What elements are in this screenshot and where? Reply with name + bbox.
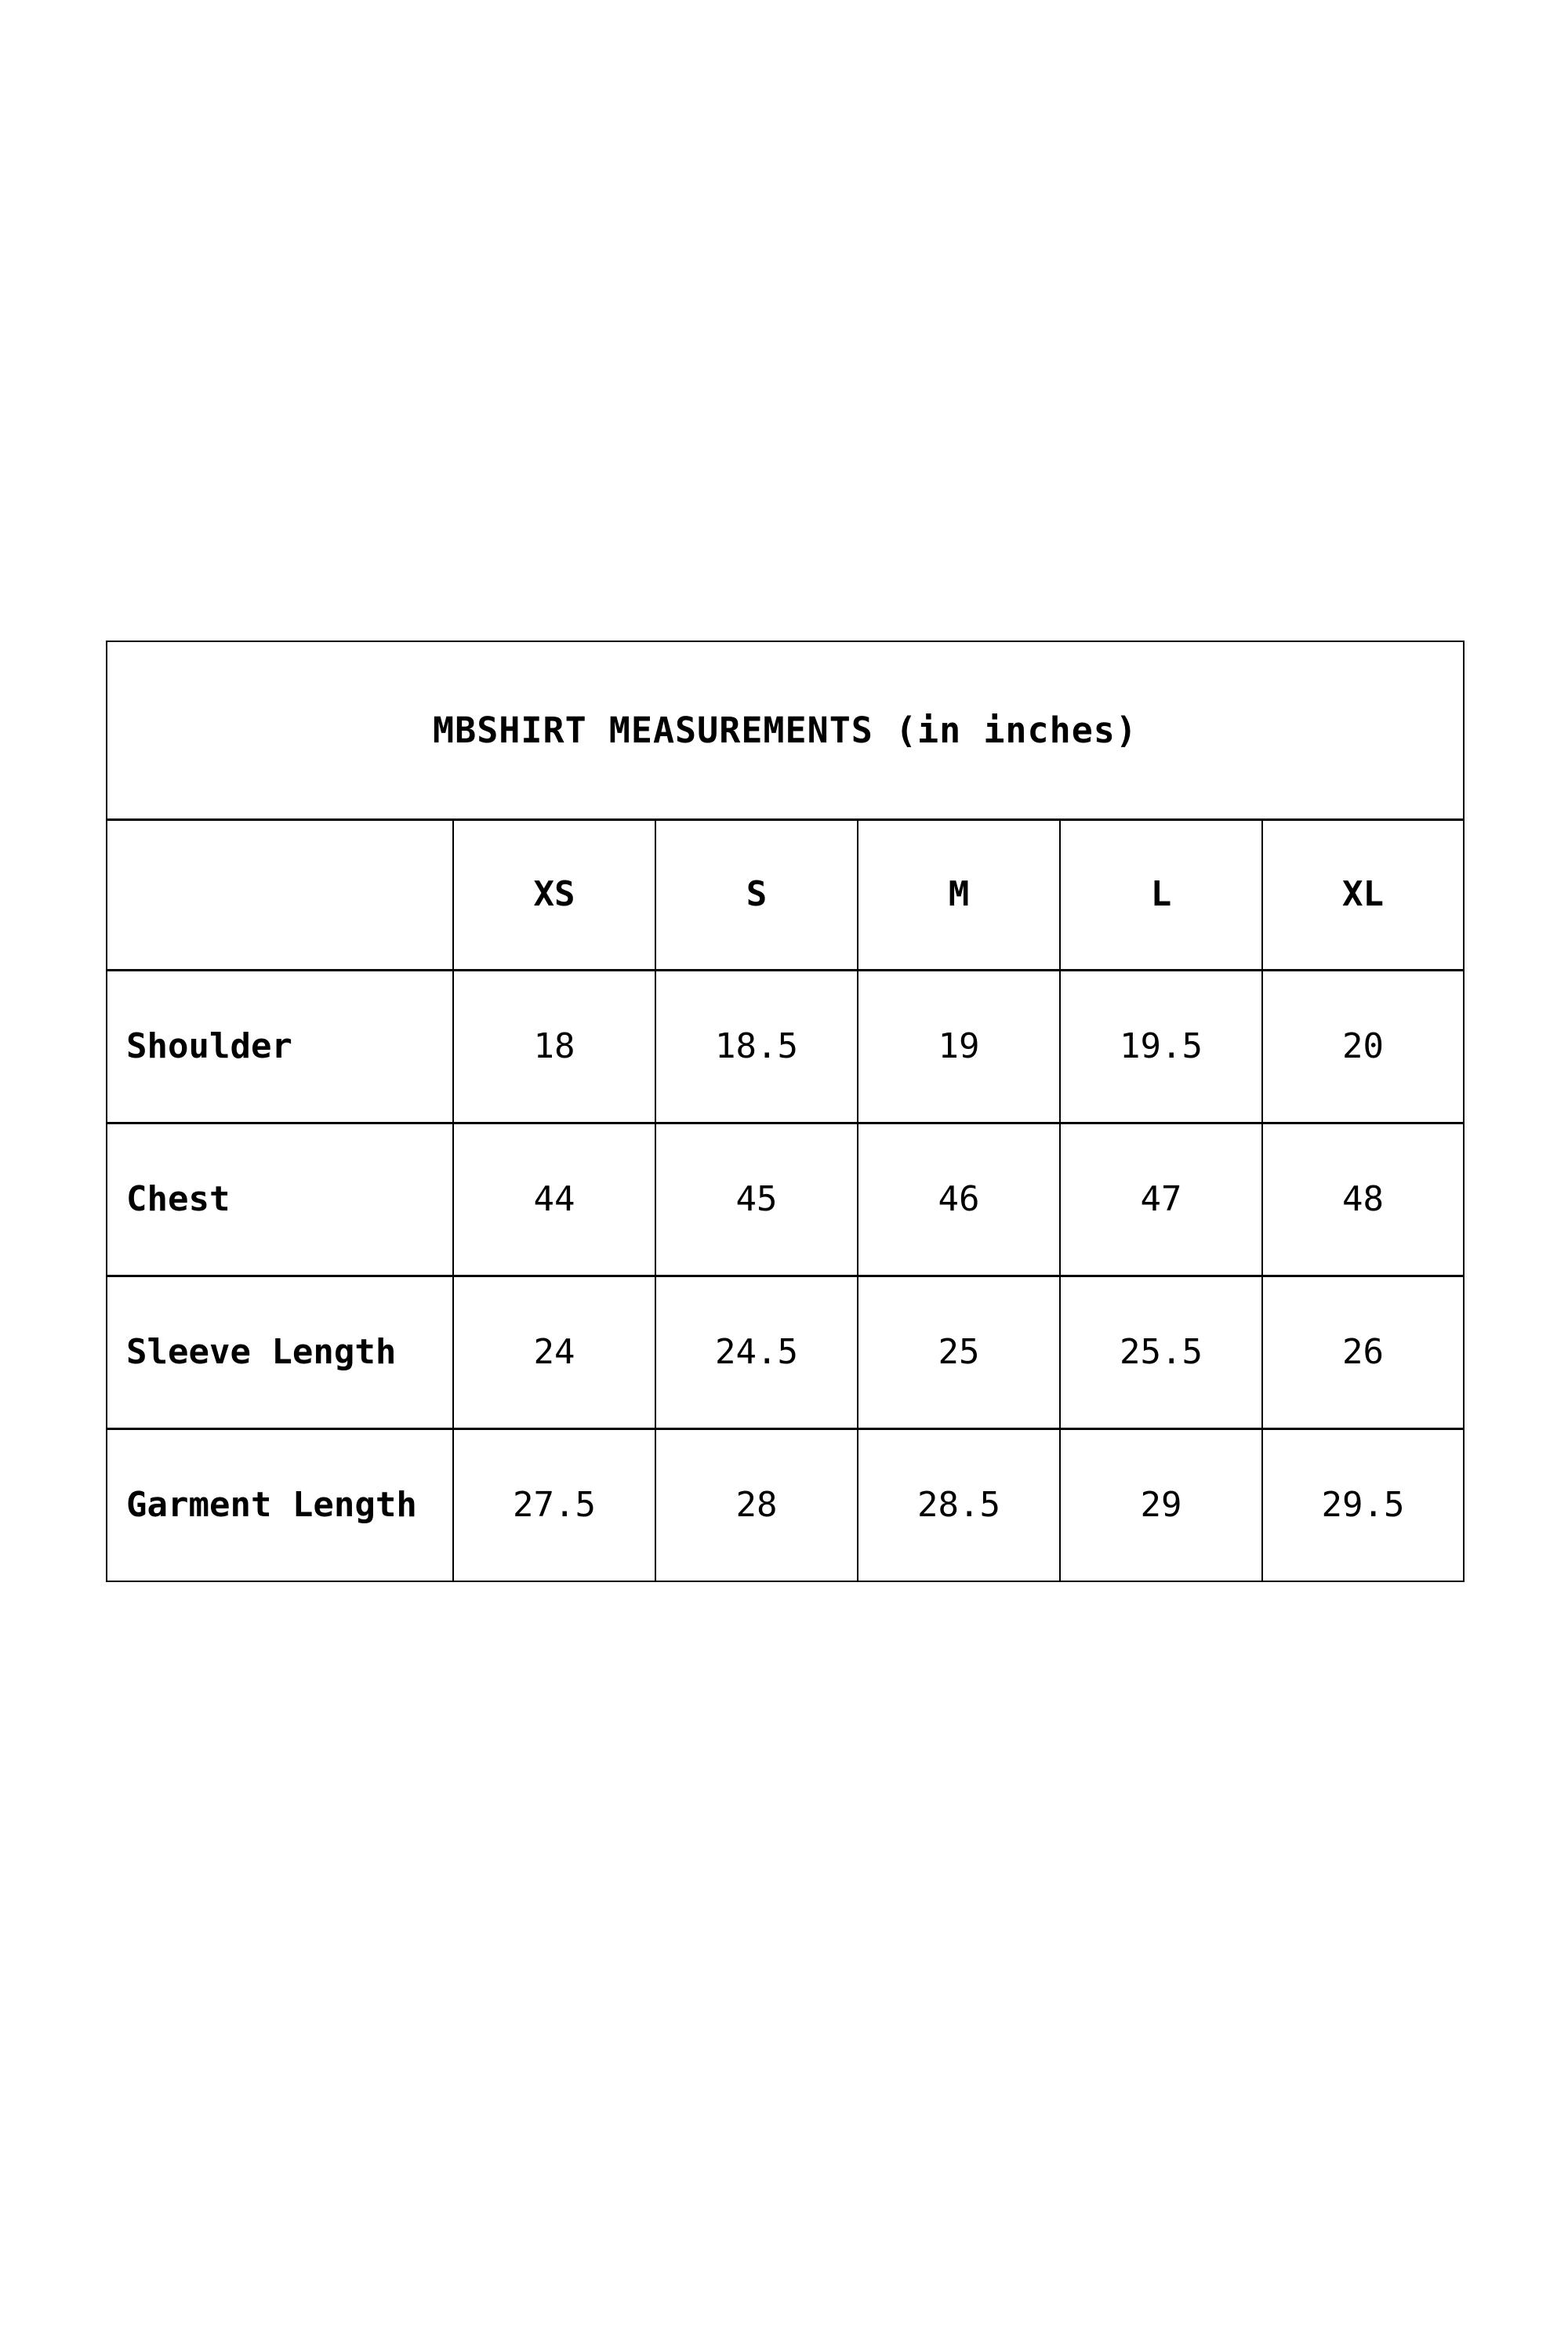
table-row-chest bbox=[107, 1123, 1464, 1276]
size-header-row bbox=[107, 820, 1464, 971]
table-row-garment-length bbox=[107, 1429, 1464, 1582]
value-cell-shoulder-m: 19 bbox=[858, 971, 1060, 1123]
value-cell-shoulder-xl: 20 bbox=[1262, 971, 1464, 1123]
value-cell-sleeve-xl: 26 bbox=[1262, 1276, 1464, 1429]
value-cell-shoulder-xs: 18 bbox=[453, 971, 655, 1123]
value-cell-chest-s: 45 bbox=[655, 1123, 858, 1276]
row-label-shoulder: Shoulder bbox=[107, 971, 453, 1123]
value-cell-garment-m: 28.5 bbox=[858, 1429, 1060, 1582]
table-row-shoulder bbox=[107, 971, 1464, 1123]
size-column-header-xl: XL bbox=[1262, 820, 1464, 971]
value-cell-sleeve-s: 24.5 bbox=[655, 1276, 858, 1429]
value-cell-garment-s: 28 bbox=[655, 1429, 858, 1582]
row-label-chest: Chest bbox=[107, 1123, 453, 1276]
value-cell-sleeve-m: 25 bbox=[858, 1276, 1060, 1429]
value-cell-sleeve-xs: 24 bbox=[453, 1276, 655, 1429]
value-cell-chest-xs: 44 bbox=[453, 1123, 655, 1276]
value-cell-garment-xs: 27.5 bbox=[453, 1429, 655, 1582]
row-label-sleeve-length: Sleeve Length bbox=[107, 1276, 453, 1429]
title-row bbox=[107, 641, 1464, 820]
size-column-header-s: S bbox=[655, 820, 858, 971]
row-label-garment-length: Garment Length bbox=[107, 1429, 453, 1582]
value-cell-chest-l: 47 bbox=[1060, 1123, 1262, 1276]
table-title: MBSHIRT MEASUREMENTS (in inches) bbox=[107, 641, 1464, 820]
value-cell-sleeve-l: 25.5 bbox=[1060, 1276, 1262, 1429]
value-cell-garment-l: 29 bbox=[1060, 1429, 1262, 1582]
size-chart-table bbox=[106, 641, 1465, 1582]
size-column-header-l: L bbox=[1060, 820, 1262, 971]
value-cell-garment-xl: 29.5 bbox=[1262, 1429, 1464, 1582]
size-column-header-xs: XS bbox=[453, 820, 655, 971]
value-cell-shoulder-l: 19.5 bbox=[1060, 971, 1262, 1123]
corner-cell bbox=[107, 820, 453, 971]
size-column-header-m: M bbox=[858, 820, 1060, 971]
value-cell-shoulder-s: 18.5 bbox=[655, 971, 858, 1123]
value-cell-chest-xl: 48 bbox=[1262, 1123, 1464, 1276]
table-row-sleeve-length bbox=[107, 1276, 1464, 1429]
value-cell-chest-m: 46 bbox=[858, 1123, 1060, 1276]
